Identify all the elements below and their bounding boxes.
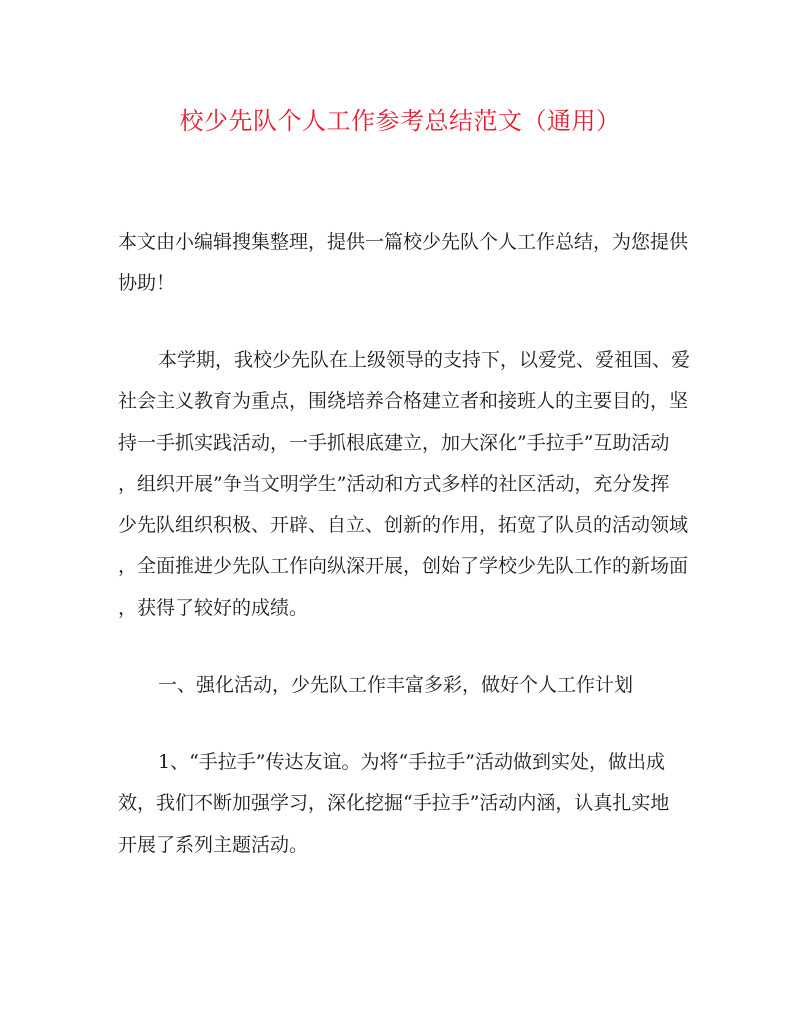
paragraph-line: 本学期，我校少先队在上级领导的支持下，以爱党、爱祖国、爱 (158, 349, 691, 371)
item-line: 开展了系列主题活动。 (118, 834, 309, 856)
paragraph-line: 持一手抓实践活动，一手抓根底建立，加大深化”手拉手”互助活动 (118, 432, 670, 454)
item-line: 1、“手拉手”传达友谊。为将“手拉手”活动做到实处，做出成 (158, 751, 665, 773)
intro-line: 协助！ (118, 272, 176, 294)
section-heading: 一、强化活动，少先队工作丰富多彩，做好个人工作计划 (158, 674, 634, 696)
paragraph-line: 少先队组织积极、开辟、自立、创新的作用，拓宽了队员的活动领域 (118, 514, 689, 536)
paragraph-line: ，组织开展”争当文明学生”活动和方式多样的社区活动，充分发挥 (118, 473, 670, 495)
paragraph-line: ，全面推进少先队工作向纵深开展，创始了学校少先队工作的新场面 (118, 555, 689, 577)
document-title: 校少先队个人工作参考总结范文（通用） (179, 107, 621, 135)
intro-line: 本文由小编辑搜集整理，提供一篇校少先队个人工作总结，为您提供 (118, 231, 689, 253)
item-line: 效，我们不断加强学习，深化挖掘“手拉手”活动内涵，认真扎实地 (118, 792, 670, 814)
paragraph-line: ，获得了较好的成绩。 (118, 597, 309, 619)
paragraph-line: 社会主义教育为重点，围绕培养合格建立者和接班人的主要目的，坚 (118, 390, 689, 412)
